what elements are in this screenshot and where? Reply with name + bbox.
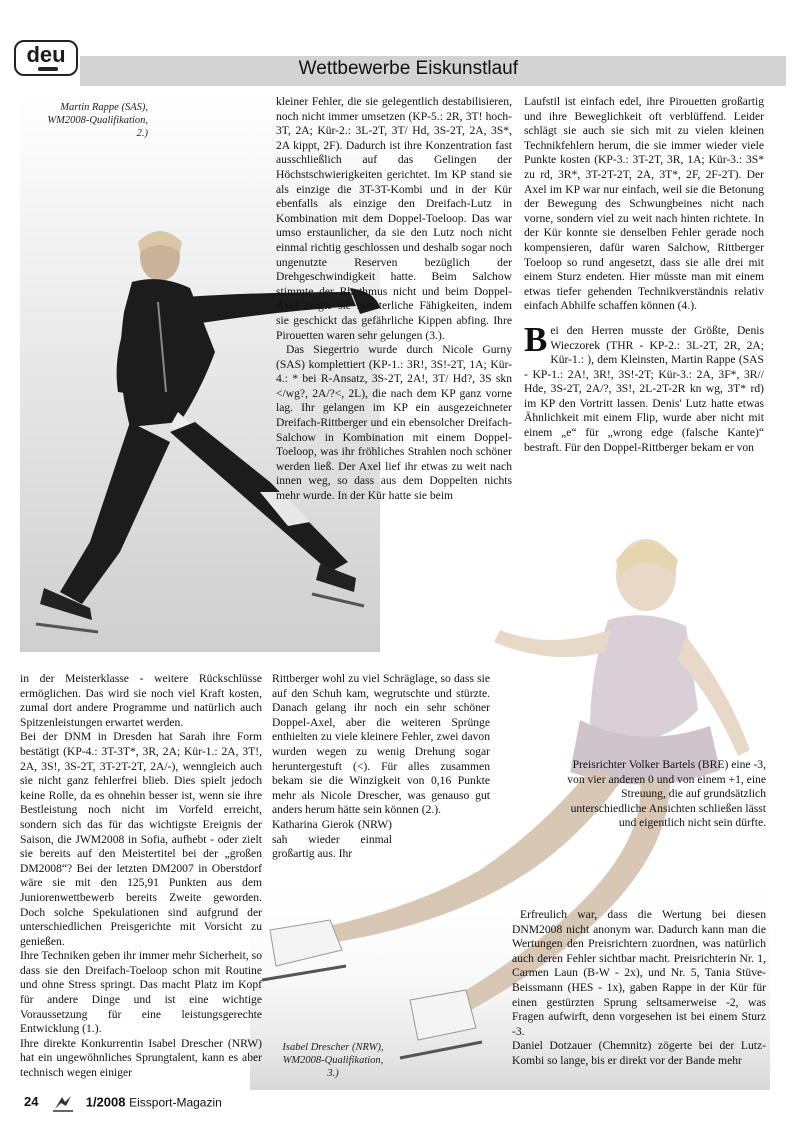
paragraph: Ihre direkte Konkurrentin Isabel Drescher (NRW) hat ein ungewöhnliches Sprungtalent, kann es aber technisch wegen einiger: [20, 1036, 262, 1080]
photo-caption-1: Martin Rappe (SAS), WM2008-Qualifikation, 2.): [47, 102, 148, 139]
column-2-top: [276, 95, 512, 504]
magazine-name: Eissport-Magazin: [129, 1095, 222, 1110]
column-3-bottom: [560, 758, 766, 831]
column-1-bottom: [20, 672, 262, 1081]
paragraph-with-dropcap: [524, 319, 764, 455]
paragraph: Ihre Techniken geben ihr immer mehr Sicherheit, so dass sie den Dreifach-Toeloop schon mit Routine und ohne Stress springt. Das macht Platz im Kopf für andere Dinge und ist eine wichtige Voraussetzung für eine leistungsgerechte Entwicklung (1.).: [20, 949, 262, 1036]
section-header-bar: [80, 56, 786, 86]
paragraph: Rittberger wohl zu viel Schräglage, so dass sie auf den Schuh kam, wegrutschte und stürzte. Danach gelang ihr noch ein sehr schöner Doppel-Axel, aber die weiteren Sprünge enthielten zu viele kleinere Fehler, zwei davon wurden wegen zu wenig Drehung sogar heruntergestuft (<). Für alles zusammen bekam sie die Winzigkeit von 0,16 Punkte mehr als Nicole Drescher, was genauso gut anders herum hätte sein können (2.).: [272, 672, 490, 817]
magazine-logo: [14, 40, 78, 76]
column-3-top: [524, 95, 764, 455]
paragraph: kleiner Fehler, die sie gelegentlich destabilisieren, noch nicht immer umsetzen (KP-5.: 2R, 3T! hoch-3T, 2A; Kür-2.: 3L-2T, 3T/ Hd, 3S-2T, 2A, 3S*, 2A kippt, 2F). Dadurch ist ihre Konzentration fast ausschließlich auf das Gelingen der Höchstschwierigkeiten gerichtet. Im KP stand sie als einzige die 3T-3T-Kombi und in der Kür ebenfalls als einzige den Dreifach-Lutz in Kombination mit dem Doppel-Toeloop. Das war umso erstaunlicher, da sie den Lutz noch nicht einmal richtig geschlossen und deshalb sogar noch ungenutzte Reserven bezüglich der Drehgeschwindigkeit hatte. Beim Salchow stimmte der Rhythmus nicht und beim Doppel-Axel zeigte sie meisterliche Fähigkeiten, indem sie geschickt das gefährliche Kippen abfing. Ihre Pirouetten waren sehr gelungen (3.).: [276, 95, 512, 342]
section-title: Wettbewerbe Eiskunstlauf: [298, 58, 518, 79]
column-3-bottom-continued: [512, 908, 766, 1069]
paragraph-text: ei den Herren musste der Größte, Denis Wieczorek (THR - KP-2.: 3L-2T, 2R, 2A; Kür-1.: ), dem Kleinsten, Martin Rappe (SAS - KP-1.: 2A!, 3R!, 3S!-2T; Kür-3.: 2A, 3F*, 3R// Hde, 3S-2T, 2A/?, 3S!, 2L-2T-2R kn wg, 3T* rd) im KP den Vortritt lassen. Denis' Lutz hatte etwas Ähnlichkeit mit einem Flip, wurde aber nicht mit einem „e“ für „wrong edge (falsche Kante)“ bestraft. Für den Doppel-Rittberger bekam er von: [524, 323, 764, 454]
column-2-bottom: [272, 672, 490, 862]
paragraph: Laufstil ist einfach edel, ihre Pirouetten großartig und ihre Beweglichkeit oft verblüffend. Leider schlägt sie auch sie sich mit zu vielen kleinen Technikfehlern herum, die sie immer wieder viele Punkte kosten (KP-3.: 3T-2T, 3R, 1A; Kür-3.: 3S* zu rd, 3R*, 3T-2T-2T, 2A, 3T*, 2F, 2F-2T). Der Axel im KP war nur einfach, weil sie die Betonung der Bewegung des Schwungbeines nicht nach vorne, sondern viel zu weit nach hinten richtete. In der Kür konnte sie denselben Fehler gerade noch kompensieren, dafür waren Salchow, Rittberger Toeloop so rund angesetzt, dass sie alle drei mit einem Sturz endeten. Hier müsste man mit einem etwas tiefer gehenden Technikverständnis relativ einfach Abhilfe schaffen können (4.).: [524, 95, 764, 313]
page-number: 24: [24, 1094, 39, 1110]
page-footer: [24, 1094, 222, 1112]
paragraph: Preisrichter Volker Bartels (BRE) eine -3, von vier anderen 0 und von einem +1, eine Streuung, die auf grundsätzlich unterschiedliche Ansichten schließen lässt und eigentlich nicht sein dürfte.: [567, 758, 766, 830]
paragraph: Bei der DNM in Dresden hat Sarah ihre Form bestätigt (KP-4.: 3T-3T*, 3R, 2A; Kür-1.: 2A, 3T!, 2A, 3S!, 3S-2T, 3T-2T-2T, 2A/-), wenngleich auch sie nicht ganz fehlerfrei blieb. Dies spielt jedoch keine Rolle, da es ohnehin besser ist, wenn sie ihre Bestleistung noch nicht im Vorfeld erreicht, sondern sich das für das wichtigste Ereignis der Saison, die JWM2008 in Sofia, aufhebt - oder zielt sie bereits auf den Meistertitel bei der „großen DM2008“? Bei der letzten DM2007 in Oberstdorf wäre sie mit den 125,91 Punkten aus dem Juniorenwettbewerb bereits Zweite geworden. Doch solche Spekulationen sind aufgrund der unterschiedlichen Preisgerichte mit Vorsicht zu genießen.: [20, 730, 262, 948]
logo-text: deu: [26, 42, 66, 67]
photo-caption-2: Isabel Drescher (NRW), WM2008-Qualifikation, 3.): [282, 1042, 384, 1079]
dropcap-letter: B: [524, 319, 548, 359]
paragraph: Katharina Gierok (NRW) sah wieder einmal großartig aus. Ihr: [272, 817, 392, 861]
paragraph: Daniel Dotzauer (Chemnitz) zögerte bei der Lutz-Kombi so lange, bis er direkt vor der Bande mehr: [512, 1039, 766, 1067]
issue-number: 1/2008: [85, 1094, 126, 1110]
paragraph: Das Siegertrio wurde durch Nicole Gurny (SAS) komplettiert (KP-1.: 3R!, 3S!-2T, 1A; Kür-4.: * bei R-Ansatz, 3S-2T, 2A!, 3T/ Hd?, 3S skn </wg?, 2A/?<, 2L), die nach dem KP ganz vorne lag. Ihr gelangen im KP ein ausgezeichneter Dreifach-Rittberger und ein ebensolcher Dreifach-Salchow in Kombination mit einem Doppel-Toeloop, was ihr fröhliches Strahlen noch schöner werden ließ. Der Axel lief ihr etwas zu weit nach innen weg, so dass aus dem Doppelten nichts mehr wurde. In der Kür hatte sie beim: [276, 343, 512, 503]
skater-logo-icon: [52, 1094, 74, 1112]
logo-underline: [38, 67, 58, 71]
paragraph: in der Meisterklasse - weitere Rückschlüsse ermöglichen. Das wird sie noch viel Kraft kosten, zumal dort andere Programme und natürlich auch Spitzenleistungen erwartet werden.: [20, 672, 262, 729]
paragraph: Erfreulich war, dass die Wertung bei diesen DNM2008 nicht anonym war. Dadurch kann man die Wertungen den Preisrichtern zuordnen, was natürlich auch deren Fehler sichtbar macht. Preisrichterin Nr. 1, Carmen Laun (B-W - 2x), und Nr. 5, Tania Stüve-Beissmann (HES - 1x), gaben Rappe in der Kür für einen gestürzten Sprung seltsamerweise -2, was Fragen aufwirft, denn vorgesehen ist bei einem Sturz -3.: [512, 908, 766, 1038]
